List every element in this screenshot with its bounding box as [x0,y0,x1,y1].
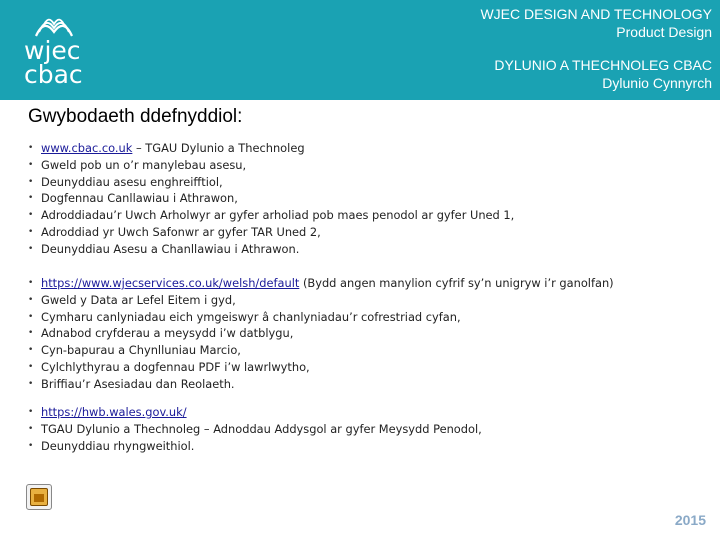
list-item-text: Briffiau’r Asesiadau dan Reolaeth. [41,376,235,391]
list-item-text: Deunyddiau rhyngweithiol. [41,438,195,453]
list-item-text: Cylchlythyrau a dogfennau PDF i’w lawrlwytho, [41,359,310,374]
list-item [28,404,482,421]
list-item [28,174,514,191]
list-item-link[interactable]: https://www.wjecservices.co.uk/welsh/default [41,276,300,290]
list-item-text: (Bydd angen manylion cyfrif sy’n unigryw i’r ganolfan) [299,276,614,290]
hwb-resources-list [28,404,482,454]
list-item-text: Deunyddiau asesu enghreifftiol, [41,174,223,189]
list-item [28,207,514,224]
bullet-icon: • [28,440,34,451]
page-title: Gwybodaeth ddefnyddiol: [28,106,243,127]
list-item-text: Adroddiad yr Uwch Safonwr ar gyfer TAR Uned 2, [41,224,321,239]
bullet-icon: • [28,176,34,187]
list-item-text: Adnabod cryfderau a meysydd i’w datblygu, [41,326,294,341]
list-item-text: – TGAU Dylunio a Thechnoleg [132,141,305,155]
bullet-icon: • [28,243,34,254]
list-item [28,140,514,157]
list-item-link[interactable]: https://hwb.wales.gov.uk/ [41,405,187,419]
bullet-icon: • [28,361,34,372]
english-title: WJEC DESIGN AND TECHNOLOGY [480,6,712,22]
list-item [28,241,514,258]
bullet-icon: • [28,143,34,153]
bullet-icon: • [28,278,34,288]
bullet-icon: • [28,226,34,237]
header-banner [0,0,720,100]
list-item-text: Cyn-bapurau a Chynlluniau Marcio, [41,343,241,358]
english-heading [480,5,712,41]
bullet-icon: • [28,345,34,356]
bullet-icon: • [28,210,34,221]
bullet-icon: • [28,407,34,417]
list-item [28,157,514,174]
bullet-icon: • [28,311,34,322]
logo-text-cbac: cbac [24,60,83,89]
list-item [28,292,614,309]
wjec-services-list [28,275,614,393]
welsh-heading [494,56,712,92]
home-icon[interactable] [26,484,52,510]
list-item [28,224,514,241]
list-item [28,421,482,438]
english-subtitle: Product Design [616,24,712,40]
list-item [28,376,614,393]
list-item-text: Cymharu canlyniadau eich ymgeiswyr â chanlyniadau’r cofrestriad cyfan, [41,309,461,324]
wjec-logo [20,14,90,89]
bullet-icon: • [28,159,34,170]
wjec-resources-list [28,140,514,258]
bullet-icon: • [28,193,34,204]
list-item-text: Dogfennau Canllawiau i Athrawon, [41,191,238,206]
list-item [28,359,614,376]
list-item-link[interactable]: www.cbac.co.uk [41,141,133,155]
list-item-text: Deunyddiau Asesu a Chanllawiau i Athrawon. [41,241,300,256]
bullet-icon: • [28,328,34,339]
list-item-text: Adroddiadau’r Uwch Arholwyr ar gyfer arholiad pob maes penodol ar gyfer Uned 1, [41,208,515,223]
logo-text-wjec: wjec [24,36,81,65]
list-item [28,438,482,455]
list-item [28,275,614,292]
year-label: 2015 [674,512,706,528]
list-item-text: Gweld pob un o’r manylebau asesu, [41,157,247,172]
welsh-title: DYLUNIO A THECHNOLEG CBAC [494,57,712,73]
list-item [28,325,614,342]
welsh-subtitle: Dylunio Cynnyrch [602,75,712,91]
bullet-icon: • [28,294,34,305]
list-item [28,342,614,359]
list-item-text: Gweld y Data ar Lefel Eitem i gyd, [41,292,236,307]
list-item [28,190,514,207]
list-item-text: TGAU Dylunio a Thechnoleg – Adnoddau Addysgol ar gyfer Meysydd Penodol, [41,421,482,436]
list-item [28,309,614,326]
bullet-icon: • [28,378,34,389]
home-icon-graphic [30,488,48,506]
bullet-icon: • [28,423,34,434]
